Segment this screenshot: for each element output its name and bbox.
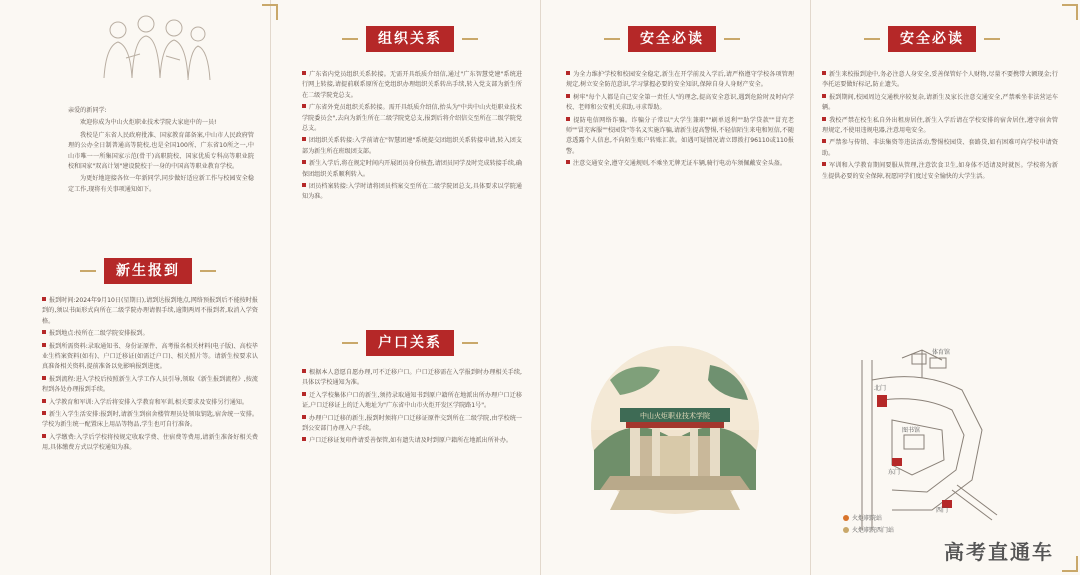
intro-paragraph: 欢迎你成为中山火炬职业技术学院大家庭中的一员! — [80, 119, 217, 127]
list-item: 严禁参与传销、非法集资等违法活动,警惕校园贷、套路贷,如有困难可向学校申请资助。 — [822, 139, 1058, 157]
list-item: 提防电信网络诈骗。诈骗分子常以"大学生兼职""刷单返利""助学贷款""冒充老师""冒充客服""校园贷"等名义实施诈骗,请新生提高警惕,不轻信陌生来电和短信,不随意透露个人信息,不向陌生账户转账汇款。如遇可疑情况请立即拨打96110或110报警。 — [566, 116, 794, 155]
section-title-household: 户口关系 — [366, 330, 454, 356]
list-item: 迁入学校集体户口的新生,须持录取通知书到原户籍所在地派出所办理户口迁移证,户口迁移证上的迁入地址为"广东省中山市火炬开发区学院路1号"。 — [302, 391, 522, 410]
map-label: 西门 — [936, 507, 949, 514]
bullet-icon — [302, 137, 306, 141]
map-label: 东门 — [888, 469, 901, 476]
bullet-icon — [566, 94, 570, 98]
bullet-icon — [822, 71, 826, 75]
list-item: 团员档案转接:入学时请将团员档案交至所在二级学院团总支,具体要求以学院通知为准。 — [302, 183, 522, 201]
legend-label: 火炬职院西门站 — [852, 527, 895, 534]
section-title-organization: 组织关系 — [366, 26, 454, 52]
bullet-icon — [42, 297, 46, 301]
list-item: 入学教育和军训:入学后将安排入学教育和军训,相关要求及安排另行通知。 — [42, 398, 258, 408]
list-item: 报到地点:按所在二级学院安排报到。 — [42, 329, 258, 339]
section-title-safety: 安全必读 — [628, 26, 716, 52]
gate-sign: 中山火炬职业技术学院 — [640, 412, 710, 420]
bullet-icon — [566, 71, 570, 75]
greeting: 亲爱的新同学: — [68, 107, 107, 114]
bullet-icon — [822, 94, 826, 98]
section-title-safety-2: 安全必读 — [888, 26, 976, 52]
fold-divider — [270, 0, 271, 575]
list-item: 户口迁移证复印件请妥善保管,如有遗失请及时到原户籍所在地派出所补办。 — [302, 436, 522, 446]
bullet-icon — [822, 117, 826, 121]
corner-ornament — [1062, 556, 1078, 572]
intro-paragraph: 我校是广东省人民政府批准、国家教育部备案,中山市人民政府管理的公办全日制普通高等院校,也是全国100所、广东省10所之一,中山市唯一一所集国家示范(骨干)高职院校、国家优质专科高等职业院校和国家"双高计划"建设院校于一身的中国高等职业教育学校。 — [68, 131, 254, 171]
bullet-icon — [42, 411, 46, 415]
bullet-icon — [302, 437, 306, 441]
safety-list-2 — [822, 70, 1058, 338]
section-title-registration: 新生报到 — [104, 258, 192, 284]
list-item: 报到所需资料:录取通知书、身份证原件、高考报名相关材料(电子版)、高校毕业生档案资料(如有)、户口迁移证(如需迁户口)、相关照片等。请新生按要求认真准备相关资料,提前准备以免影响报到进度。 — [42, 342, 258, 371]
corner-ornament — [1062, 4, 1078, 20]
bullet-icon — [302, 183, 306, 187]
students-illustration — [96, 8, 216, 100]
bullet-icon — [42, 376, 46, 380]
list-item: 树牢"每个人都是自己安全第一责任人"的理念,提高安全意识,遇到危险时及时向学校、老师和公安机关求助,寻求帮助。 — [566, 93, 794, 112]
bullet-icon — [42, 330, 46, 334]
map-label: 北门 — [874, 385, 887, 392]
legend-label: 火炬职院站 — [852, 515, 883, 522]
panel1-intro — [68, 106, 254, 232]
legend-dot — [843, 515, 849, 521]
list-item: 我校严禁在校生私自外出租房居住,新生入学后请在学校安排的宿舍居住,遵守宿舍管理规定,不使用违规电器,注意用电安全。 — [822, 116, 1058, 135]
registration-list — [42, 296, 258, 540]
campus-gate-illustration — [590, 340, 760, 520]
bullet-icon — [42, 434, 46, 438]
corner-ornament — [262, 4, 278, 20]
watermark: 高考直通车 — [944, 540, 1054, 564]
list-item: 办理户口迁移的新生,报到时须将户口迁移证原件交到所在二级学院,由学校统一到公安部门办理入户手续。 — [302, 414, 522, 433]
list-item: 新生入学生活安排:报到时,请新生到宿舍楼管理员处领取钥匙,宿舍统一安排。学校为新生统一配置床上用品等物品,学生也可自行准备。 — [42, 411, 258, 429]
campus-map — [832, 340, 1012, 540]
list-item: 报到期间,校园周边交通秩序较复杂,请新生及家长注意交通安全,严禁乘坐非法营运车辆。 — [822, 93, 1058, 112]
map-label: 体育馆 — [932, 349, 951, 356]
bullet-icon — [302, 160, 306, 164]
bullet-icon — [302, 369, 306, 373]
bullet-icon — [42, 343, 46, 347]
list-item: 报到时间:2024年9月10日(星期日),请到达报到地点,网络预报到后不能按时报到的,须以书面形式向所在二级学院办理请假手续,逾期两周不报到者,取消入学资格。 — [42, 297, 258, 325]
bullet-icon — [566, 117, 570, 121]
list-item: 为全力维护学校和校园安全稳定,新生在开学前及入学后,请严格遵守学校各项管理规定,树立安全防范意识,学习掌握必要的安全知识,保障自身人身财产安全。 — [566, 71, 794, 89]
legend-dot — [843, 527, 849, 533]
list-item: 入学缴费:入学后学校将按规定收取学费、住宿费等费用,请新生准备好相关费用,具体缴费方式以学校通知为准。 — [42, 433, 258, 452]
fold-divider — [810, 0, 811, 575]
bullet-icon — [566, 160, 570, 164]
list-item: 广东省内党员组织关系转接。无需开具纸质介绍信,通过"广东智慧党建"系统进行网上转接,请提前联系原所在党组织办理组织关系转出手续,转入党支部为新生所在二级学院党总支。 — [302, 71, 522, 99]
list-item: 团组织关系转接:入学前请在"智慧团建"系统提交团组织关系转接申请,转入团支部为新生所在班级团支部。 — [302, 137, 522, 155]
bullet-icon — [42, 399, 46, 403]
list-item: 报到流程:进入学校后按照新生入学工作人员引导,领取《新生报到流程》,按流程到各处办理报到手续。 — [42, 375, 258, 394]
list-item: 广东省外党员组织关系转接。需开具纸质介绍信,抬头为"中共中山火炬职业技术学院委员会",去向为新生所在二级学院党总支,报到后将介绍信交至所在二级学院党总支。 — [302, 104, 522, 133]
list-item: 注意交通安全,遵守交通规则,不乘坐无牌无证车辆,骑行电动车须佩戴安全头盔。 — [566, 159, 794, 169]
bullet-icon — [822, 162, 826, 166]
household-list — [302, 368, 522, 548]
list-item: 军训和入学教育期间要服从管理,注意饮食卫生,如身体不适请及时就医。学校将为新生提供必要的安全保障,祝愿同学们度过安全愉快的大学生活。 — [822, 162, 1058, 180]
bullet-icon — [302, 104, 306, 108]
fold-divider — [540, 0, 541, 575]
bullet-icon — [302, 71, 306, 75]
bullet-icon — [302, 415, 306, 419]
list-item: 新生入学后,将在规定时间内开展团员身份核查,请团员同学及时完成转接手续,确保团组织关系顺利转入。 — [302, 160, 522, 178]
bullet-icon — [822, 139, 826, 143]
safety-list-1 — [566, 70, 794, 326]
list-item: 根据本人意愿自愿办理,可不迁移户口。户口迁移需在入学报到时办理相关手续,具体以学校通知为准。 — [302, 369, 522, 387]
bullet-icon — [302, 392, 306, 396]
map-label: 图书馆 — [902, 427, 921, 434]
organization-list — [302, 70, 522, 318]
list-item: 新生来校报到途中,务必注意人身安全,妥善保管好个人财物,尽量不要携带大额现金;行李托运要做好标记,防止遗失。 — [822, 71, 1058, 89]
intro-paragraph: 为更好地迎接各位一年新同学,同步做好适应新工作与校园安全稳定工作,现将有关事项通知如下。 — [68, 175, 254, 193]
